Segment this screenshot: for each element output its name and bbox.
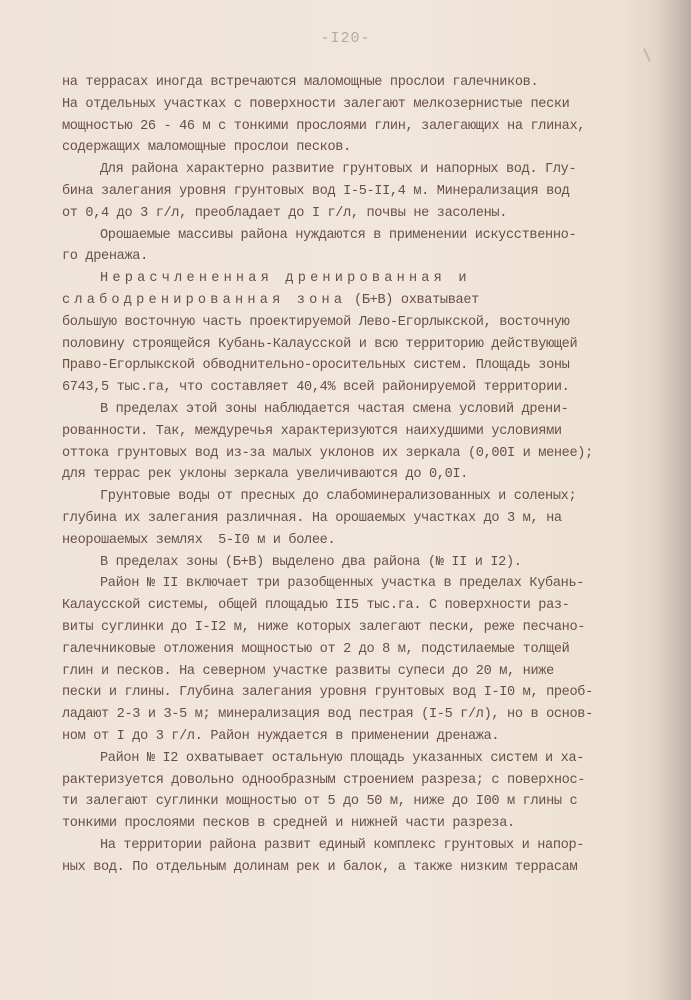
text-line: оттока грунтовых вод из-за малых уклонов их зеркала (0,00I и менее); — [62, 445, 593, 461]
document-body — [62, 72, 662, 878]
text-line: На территории района развит единый комплекс грунтовых и напор- — [100, 837, 585, 853]
pen-mark — [643, 48, 651, 62]
text-line: Орошаемые массивы района нуждаются в применении искусственно- — [100, 227, 577, 243]
text-line: пески и глины. Глубина залегания уровня грунтовых вод I-I0 м, преоб- — [62, 685, 593, 701]
text-line — [62, 268, 662, 290]
text-line: Для района характерно развитие грунтовых и напорных вод. Глу- — [100, 162, 577, 178]
text-line: В пределах зоны (Б+В) выделено два района (№ II и I2). — [100, 554, 522, 570]
text-line: галечниковые отложения мощностью от 2 до 8 м, подстилаемые толщей — [62, 641, 570, 657]
text-line — [62, 290, 662, 312]
text-line: ти залегают суглинки мощностью от 5 до 50 м, ниже до I00 м глины с — [62, 794, 578, 810]
text-line: Район № II включает три разобщенных участка в пределах Кубань- — [100, 576, 585, 592]
line-suffix: (Б+В) охватывает — [346, 292, 479, 308]
spaced-heading: слабодренированная зона — [62, 292, 347, 308]
text-line: Право-Егорлыкской обводнительно-оросительных систем. Площадь зоны — [62, 358, 570, 374]
text-line: На отдельных участках с поверхности залегают мелкозернистые пески — [62, 96, 570, 112]
text-line: ных вод. По отдельным долинам рек и балок, а также низким террасам — [62, 859, 578, 875]
text-line: содержащих маломощные прослои песков. — [62, 140, 351, 156]
text-line: виты суглинки до I-I2 м, ниже которых залегают пески, реже песчано- — [62, 619, 586, 635]
text-line: бина залегания уровня грунтовых вод I-5-II,4 м. Минерализация вод — [62, 183, 570, 199]
text-line: мощностью 26 - 46 м с тонкими прослоями глин, залегающих на глинах, — [62, 118, 586, 134]
text-line: глин и песков. На северном участке развиты супеси до 20 м, ниже — [62, 663, 554, 679]
text-line: рактеризуется довольно однообразным строением разреза; с поверхнос- — [62, 772, 586, 788]
text-line: Грунтовые воды от пресных до слабоминерализованных и соленых; — [100, 489, 577, 505]
text-line: на террасах иногда встречаются маломощные прослои галечников. — [62, 75, 539, 90]
text-line: большую восточную часть проектируемой Лево-Егорлыкской, восточную — [62, 314, 570, 330]
text-line: Калаусской системы, общей площадью II5 тыс.га. С поверхности раз- — [62, 598, 570, 614]
page-number: -I20- — [320, 30, 371, 47]
spaced-heading: Нерасчлененная дренированная и — [100, 271, 471, 287]
text-line: 6743,5 тыс.га, что составляет 40,4% всей районируемой территории. — [62, 380, 570, 396]
text-line: ном от I до 3 г/л. Район нуждается в применении дренажа. — [62, 728, 500, 744]
text-line: В пределах этой зоны наблюдается частая смена условий дрени- — [100, 401, 569, 417]
text-line: ладают 2-3 и 3-5 м; минерализация вод пестрая (I-5 г/л), но в основ- — [62, 707, 593, 723]
text-line: Район № I2 охватывает остальную площадь указанных систем и ха- — [100, 750, 585, 766]
text-line: глубина их залегания различная. На орошаемых участках до 3 м, на — [62, 510, 562, 526]
text-line: неорошаемых землях 5-I0 м и более. — [62, 532, 336, 548]
text-line: рованности. Так, междуречья характеризуются наихудшими условиями — [62, 423, 562, 439]
text-line: для террас рек уклоны зеркала увеличиваются до 0,0I. — [62, 467, 468, 483]
text-line: го дренажа. — [62, 249, 148, 265]
text-line: тонкими прослоями песков в средней и нижней части разреза. — [62, 816, 515, 832]
text-line: половину строящейся Кубань-Калаусской и всю территорию действующей — [62, 336, 578, 352]
text-line: от 0,4 до 3 г/л, преобладает до I г/л, почвы не засолены. — [62, 205, 508, 221]
